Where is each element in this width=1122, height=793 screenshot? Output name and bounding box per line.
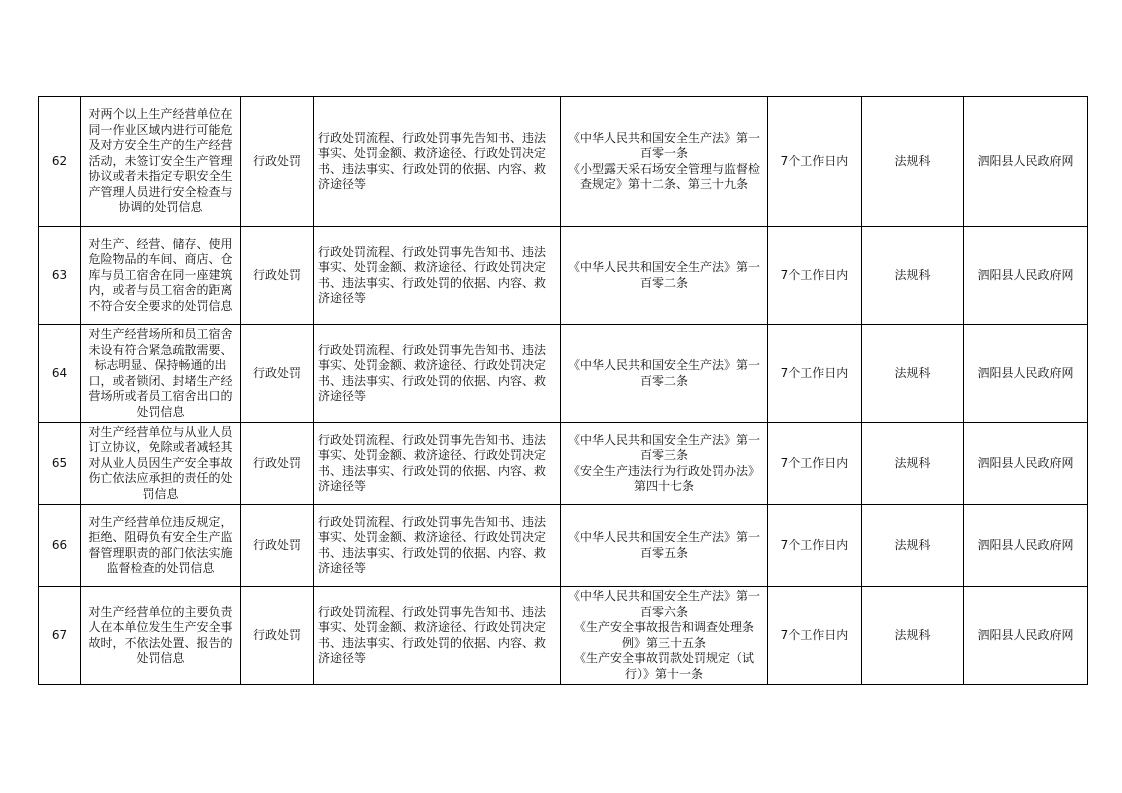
disclosure-deadline: 7个工作日内 <box>768 587 862 685</box>
disclosure-deadline: 7个工作日内 <box>768 97 862 227</box>
legal-basis <box>561 505 768 587</box>
responsible-department: 法规科 <box>862 227 964 325</box>
disclosure-content: 行政处罚流程、行政处罚事先告知书、违法事实、处罚金额、救济途径、行政处罚决定书、违法事实、行政处罚的依据、内容、救济途径等 <box>314 505 561 587</box>
disclosure-channel: 泗阳县人民政府网 <box>964 325 1088 423</box>
disclosure-content: 行政处罚流程、行政处罚事先告知书、违法事实、处罚金额、救济途径、行政处罚决定书、违法事实、行政处罚的依据、内容、救济途径等 <box>314 587 561 685</box>
responsible-department: 法规科 <box>862 505 964 587</box>
legal-basis-text: 《中华人民共和国安全生产法》第一百零一条 《小型露天采石场安全管理与监督检查规定》第十二条、第三十九条 <box>567 130 760 191</box>
disclosure-deadline: 7个工作日内 <box>768 505 862 587</box>
table-row <box>39 423 1088 505</box>
legal-basis <box>561 97 768 227</box>
disclosure-deadline: 7个工作日内 <box>768 227 862 325</box>
table-row <box>39 587 1088 685</box>
disclosure-deadline: 7个工作日内 <box>768 325 862 423</box>
table-body <box>39 97 1088 685</box>
disclosure-item: 对两个以上生产经营单位在同一作业区域内进行可能危及对方安全生产的生产经营活动，未签订安全生产管理协议或者未指定专职安全生产管理人员进行安全检查与协调的处罚信息 <box>81 97 241 227</box>
legal-basis <box>561 423 768 505</box>
row-number: 66 <box>39 505 81 587</box>
disclosure-channel: 泗阳县人民政府网 <box>964 423 1088 505</box>
row-number: 63 <box>39 227 81 325</box>
disclosure-content: 行政处罚流程、行政处罚事先告知书、违法事实、处罚金额、救济途径、行政处罚决定书、违法事实、行政处罚的依据、内容、救济途径等 <box>314 97 561 227</box>
category: 行政处罚 <box>241 97 314 227</box>
legal-basis-text: 《中华人民共和国安全生产法》第一百零二条 <box>567 260 760 290</box>
disclosure-item: 对生产经营单位的主要负责人在本单位发生生产安全事故时，不依法处置、报告的处罚信息 <box>81 587 241 685</box>
category: 行政处罚 <box>241 505 314 587</box>
legal-basis-text: 《中华人民共和国安全生产法》第一百零二条 <box>567 358 760 388</box>
legal-basis <box>561 227 768 325</box>
legal-basis-text: 《中华人民共和国安全生产法》第一百零五条 <box>567 530 760 560</box>
disclosure-item: 对生产经营场所和员工宿舍未设有符合紧急疏散需要、标志明显、保持畅通的出口，或者锁闭、封堵生产经营场所或者员工宿舍出口的处罚信息 <box>81 325 241 423</box>
row-number: 62 <box>39 97 81 227</box>
disclosure-item: 对生产经营单位违反规定，拒绝、阻碍负有安全生产监督管理职责的部门依法实施监督检查的处罚信息 <box>81 505 241 587</box>
table-row <box>39 97 1088 227</box>
disclosure-content: 行政处罚流程、行政处罚事先告知书、违法事实、处罚金额、救济途径、行政处罚决定书、违法事实、行政处罚的依据、内容、救济途径等 <box>314 325 561 423</box>
disclosure-channel: 泗阳县人民政府网 <box>964 97 1088 227</box>
disclosure-channel: 泗阳县人民政府网 <box>964 505 1088 587</box>
table-row <box>39 325 1088 423</box>
category: 行政处罚 <box>241 587 314 685</box>
legal-basis <box>561 587 768 685</box>
row-number: 64 <box>39 325 81 423</box>
table-row <box>39 505 1088 587</box>
disclosure-content: 行政处罚流程、行政处罚事先告知书、违法事实、处罚金额、救济途径、行政处罚决定书、违法事实、行政处罚的依据、内容、救济途径等 <box>314 423 561 505</box>
category: 行政处罚 <box>241 423 314 505</box>
disclosure-channel: 泗阳县人民政府网 <box>964 227 1088 325</box>
responsible-department: 法规科 <box>862 587 964 685</box>
responsible-department: 法规科 <box>862 97 964 227</box>
table-row <box>39 227 1088 325</box>
legal-basis <box>561 325 768 423</box>
category: 行政处罚 <box>241 227 314 325</box>
disclosure-item: 对生产经营单位与从业人员订立协议，免除或者减轻其对从业人员因生产安全事故伤亡依法应承担的责任的处罚信息 <box>81 423 241 505</box>
responsible-department: 法规科 <box>862 423 964 505</box>
row-number: 67 <box>39 587 81 685</box>
legal-basis-text: 《中华人民共和国安全生产法》第一百零三条 《安全生产违法行为行政处罚办法》第四十七条 <box>567 432 760 493</box>
disclosure-channel: 泗阳县人民政府网 <box>964 587 1088 685</box>
disclosure-content: 行政处罚流程、行政处罚事先告知书、违法事实、处罚金额、救济途径、行政处罚决定书、违法事实、行政处罚的依据、内容、救济途径等 <box>314 227 561 325</box>
disclosure-deadline: 7个工作日内 <box>768 423 862 505</box>
disclosure-item: 对生产、经营、储存、使用危险物品的车间、商店、仓库与员工宿舍在同一座建筑内，或者与员工宿舍的距离不符合安全要求的处罚信息 <box>81 227 241 325</box>
legal-basis-text: 《中华人民共和国安全生产法》第一百零六条 《生产安全事故报告和调查处理条例》第三十五条 《生产安全事故罚款处罚规定（试行）》第十一条 <box>567 589 760 681</box>
responsible-department: 法规科 <box>862 325 964 423</box>
disclosure-table <box>38 96 1088 685</box>
category: 行政处罚 <box>241 325 314 423</box>
row-number: 65 <box>39 423 81 505</box>
